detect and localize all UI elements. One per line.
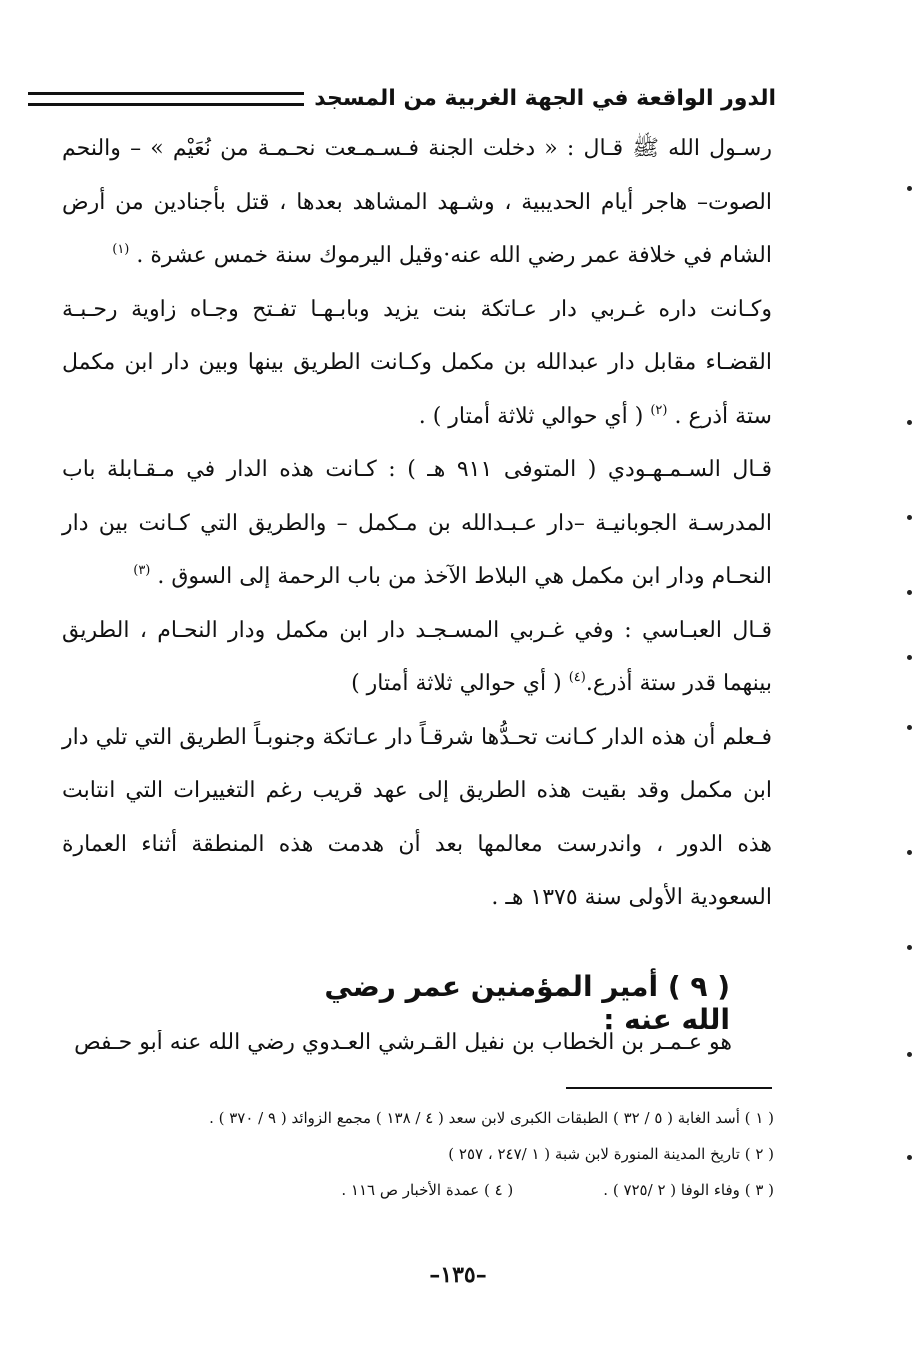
margin-dot	[907, 1052, 912, 1057]
footnote-4: ( ٤ ) عمدة الأخبار ص ١١٦ .	[341, 1181, 514, 1199]
paragraph-1: رسـول الله ﷺ قـال : « دخلت الجنة فـسـمـعت نحـمـة من نُعَيْم » – والنحم الصوت– هاجر أيام الحديبية ، وشـهد المشاهد بعدها ، قتل بأجنادين من أرض الشام في خلافة عمر رضي الله عنه·وقيل اليرموك سنة خمس عشرة . $^{(١)}$	[62, 136, 772, 268]
footnote-ref-4: (٤)	[568, 670, 586, 685]
footnote-2: ( ٢ ) تاريخ المدينة المنورة لابن شبة ( ١ /٢٤٧ ، ٢٥٧ )	[448, 1145, 774, 1163]
page-number: –١٣٥–	[429, 1262, 487, 1288]
margin-dot	[907, 186, 912, 191]
paragraph-4: قـال العبـاسي : وفي غـربي المسـجـد دار ابن مكمل ودار النحـام ، الطريق بينهما قدر ستة أذرع.$^{(٤)}$ ( أي حوالي ثلاثة أمتار )	[62, 617, 772, 696]
section-heading: ( ٩ ) أمير المؤمنين عمر رضي الله عنه :	[324, 970, 730, 1036]
header-title: الدور الواقعة في الجهة الغربية من المسجد	[314, 85, 776, 111]
footnote-3: ( ٣ ) وفاء الوفا ( ٢ /٧٢٥ ) .	[603, 1181, 774, 1199]
paragraph-5: فـعلم أن هذه الدار كـانت تحـدُّها شرقـاً دار عـاتكة وجنوبـاً الطريق التي تلي دار ابن مكمل وقد بقيت هذه الطريق إلى عهد قريب رغم التغييرات التي انتابت هذه الدور ، واندرست معالمها بعد أن هدمت هذه المنطقة أثناء العمارة السعودية الأولى سنة ١٣٧٥ هـ .	[62, 724, 772, 910]
margin-dot	[907, 515, 912, 520]
section-first-line: هو عـمـر بن الخطاب بن نفيل القـرشي العـدوي رضي الله عنه أبو حـفص	[74, 1030, 732, 1055]
margin-dot	[907, 1155, 912, 1160]
paragraph-2: وكـانت داره غـربي دار عـاتكة بنت يزيد وبابـهـا تفـتح وجـاه زاوية رحـبـة القضـاء مقابل دار عبدالله بن مكمل وكـانت الطريق بينها وبين دار ابن مكمل ستة أذرع . $^{(٢)}$ ( أي حوالي ثلاثة أمتار ) .	[62, 296, 772, 429]
footnote-separator	[566, 1087, 772, 1089]
margin-dot	[907, 590, 912, 595]
footnote-ref-2: (٢)	[650, 402, 668, 418]
margin-dot	[907, 725, 912, 730]
margin-dot	[907, 945, 912, 950]
footnote-ref-3: (٣)	[133, 563, 151, 578]
footnotes	[62, 1100, 774, 1208]
footnote-3-4	[62, 1172, 774, 1208]
footnote-1: ( ١ ) أسد الغابة ( ٥ / ٣٢ ) الطبقات الكبرى لابن سعد ( ٤ / ١٣٨ ) مجمع الزوائد ( ٩ / ٣٧٠ ) .	[209, 1109, 774, 1127]
footnote-ref-1: (١)	[112, 242, 130, 257]
margin-dot	[907, 850, 912, 855]
body-text	[62, 122, 772, 925]
paragraph-3: قـال السـمـهـودي ( المتوفى ٩١١ هـ ) : كـانت هذه الدار في مـقـابلة باب المدرسـة الجوبانيـة –دار عـبـدالله بن مـكمل – والطريق التي كـانت بين دار النحـام ودار ابن مكمل هي البلاط الآخذ من باب الرحمة إلى السوق . $^{(٣)}$	[62, 457, 772, 589]
running-header	[28, 80, 776, 116]
margin-dot	[907, 655, 912, 660]
margin-dot	[907, 420, 912, 425]
header-rule	[28, 92, 304, 106]
